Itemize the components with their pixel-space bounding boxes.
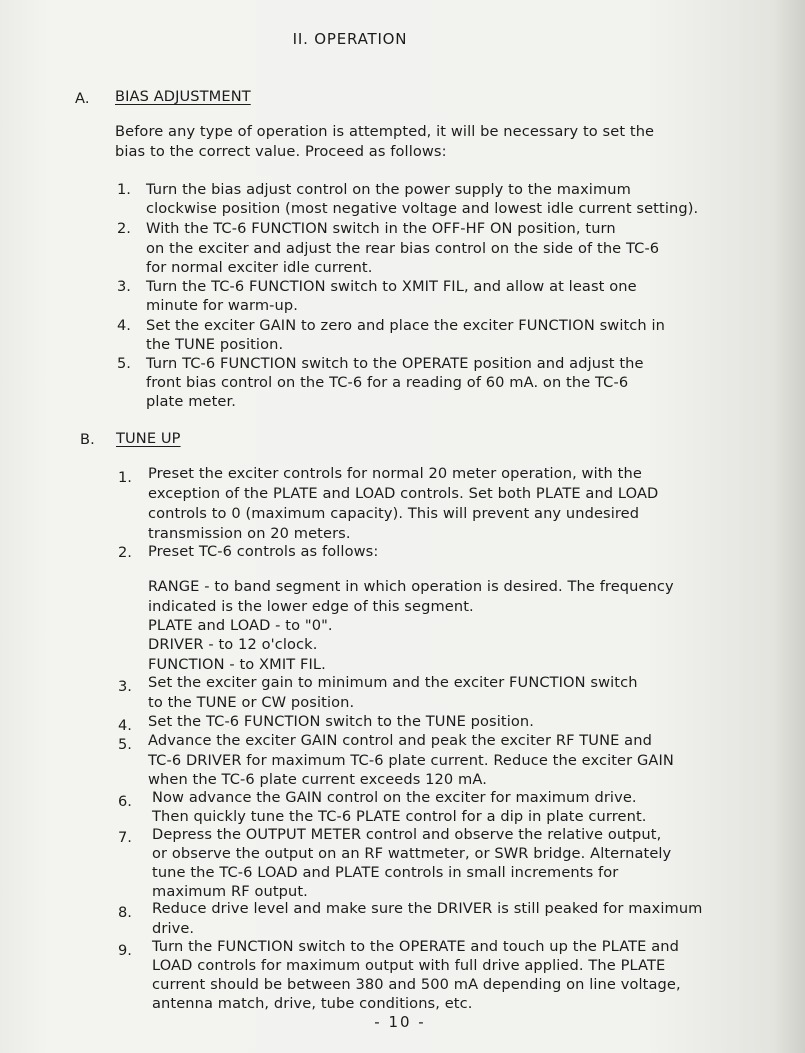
list-item-line: controls to 0 (maximum capacity). This will prevent any undesired	[148, 505, 640, 522]
list-item-line: Depress the OUTPUT METER control and observe the relative output,	[152, 826, 662, 843]
list-item-line: when the TC-6 plate current exceeds 120 mA.	[148, 771, 487, 788]
list-item-line: Turn the bias adjust control on the power supply to the maximum	[146, 181, 631, 198]
list-item-line: front bias control on the TC-6 for a reading of 60 mA. on the TC-6	[146, 374, 629, 391]
list-item-line: the TUNE position.	[146, 336, 284, 353]
section-a-heading: BIAS ADJUSTMENT	[115, 88, 251, 105]
list-item-line: or observe the output on an RF wattmeter, or SWR bridge. Alternately	[152, 845, 672, 862]
preset-line: FUNCTION - to XMIT FIL.	[148, 656, 326, 673]
list-item-line: Set the TC-6 FUNCTION switch to the TUNE position.	[148, 713, 534, 730]
list-item-line: TC-6 DRIVER for maximum TC-6 plate current. Reduce the exciter GAIN	[148, 752, 674, 769]
list-item-line: for normal exciter idle current.	[146, 259, 373, 276]
list-item-line: Then quickly tune the TC-6 PLATE control for a dip in plate current.	[152, 808, 647, 825]
list-item-line: current should be between 380 and 500 mA depending on line voltage,	[152, 976, 681, 993]
list-item-line: transmission on 20 meters.	[148, 525, 351, 542]
list-item-line: Turn the TC-6 FUNCTION switch to XMIT FIL, and allow at least one	[146, 278, 637, 295]
list-item-line: minute for warm-up.	[146, 297, 298, 314]
section-b-letter: B.	[80, 431, 95, 448]
list-item-number: 7.	[118, 829, 132, 846]
list-item-line: exception of the PLATE and LOAD controls. Set both PLATE and LOAD	[148, 485, 659, 502]
list-item-number: 3.	[118, 678, 132, 695]
list-item-number: 4.	[118, 717, 132, 734]
list-item-number: 8.	[118, 904, 132, 921]
list-item-line: LOAD controls for maximum output with full drive applied. The PLATE	[152, 957, 666, 974]
list-item-line: Preset TC-6 controls as follows:	[148, 543, 379, 560]
list-item-line: Turn the FUNCTION switch to the OPERATE and touch up the PLATE and	[152, 938, 679, 955]
page-number: - 10 -	[374, 1013, 426, 1031]
section-a-intro-line: bias to the correct value. Proceed as follows:	[115, 143, 447, 160]
list-item-number: 5.	[118, 736, 132, 753]
list-item-number: 3.	[117, 278, 131, 295]
page-title: II. OPERATION	[292, 30, 408, 48]
list-item-number: 9.	[118, 942, 132, 959]
list-item-number: 2.	[117, 220, 131, 237]
section-a-letter: A.	[75, 90, 90, 107]
list-item-line: clockwise position (most negative voltage and lowest idle current setting).	[146, 200, 699, 217]
list-item-line: maximum RF output.	[152, 883, 308, 900]
list-item-number: 5.	[117, 355, 131, 372]
list-item-line: Preset the exciter controls for normal 20 meter operation, with the	[148, 465, 642, 482]
preset-line: RANGE - to band segment in which operation is desired. The frequency	[148, 578, 674, 595]
list-item-number: 2.	[118, 544, 132, 561]
list-item-line: to the TUNE or CW position.	[148, 694, 355, 711]
section-b-heading: TUNE UP	[116, 430, 181, 447]
list-item-number: 1.	[118, 469, 132, 486]
preset-line: PLATE and LOAD - to "0".	[148, 617, 333, 634]
list-item-number: 6.	[118, 793, 132, 810]
list-item-line: Reduce drive level and make sure the DRIVER is still peaked for maximum	[152, 900, 703, 917]
section-a-intro-line: Before any type of operation is attempted, it will be necessary to set the	[115, 123, 655, 140]
list-item-line: tune the TC-6 LOAD and PLATE controls in small increments for	[152, 864, 619, 881]
list-item-line: antenna match, drive, tube conditions, etc.	[152, 995, 473, 1012]
list-item-line: Set the exciter GAIN to zero and place the exciter FUNCTION switch in	[146, 317, 666, 334]
list-item-line: Advance the exciter GAIN control and peak the exciter RF TUNE and	[148, 732, 652, 749]
list-item-number: 1.	[117, 181, 131, 198]
list-item-line: Turn TC-6 FUNCTION switch to the OPERATE position and adjust the	[146, 355, 644, 372]
list-item-line: plate meter.	[146, 393, 236, 410]
list-item-number: 4.	[117, 317, 131, 334]
list-item-line: With the TC-6 FUNCTION switch in the OFF-HF ON position, turn	[146, 220, 616, 237]
preset-line: DRIVER - to 12 o'clock.	[148, 636, 318, 653]
list-item-line: Now advance the GAIN control on the exciter for maximum drive.	[152, 789, 637, 806]
list-item-line: on the exciter and adjust the rear bias control on the side of the TC-6	[146, 240, 660, 257]
preset-line: indicated is the lower edge of this segment.	[148, 598, 474, 615]
list-item-line: drive.	[152, 920, 195, 937]
list-item-line: Set the exciter gain to minimum and the exciter FUNCTION switch	[148, 674, 638, 691]
